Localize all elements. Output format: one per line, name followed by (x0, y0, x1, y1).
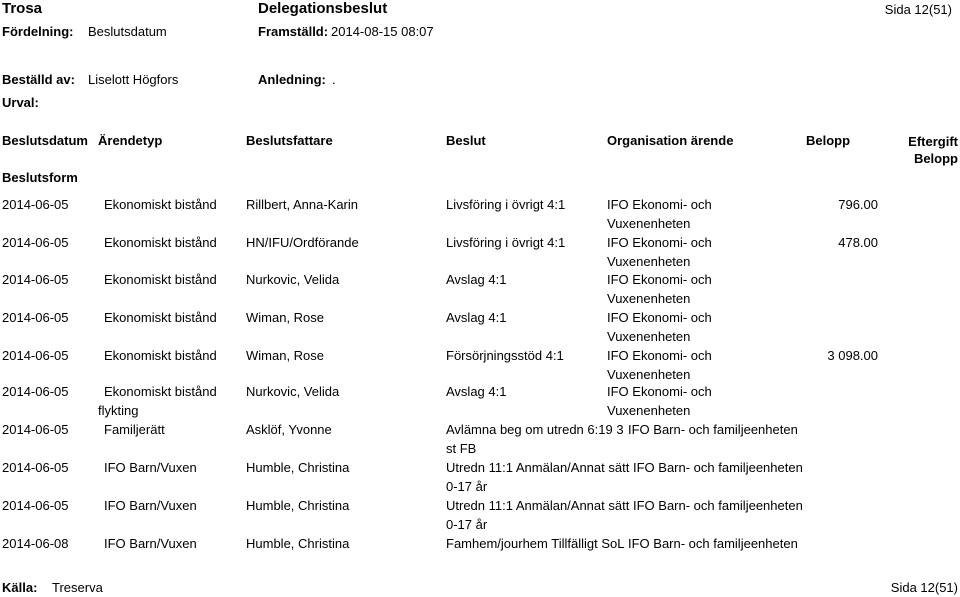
cell-maker: Rillbert, Anna-Karin (246, 197, 358, 212)
cell-amount: 3 098.00 (827, 348, 878, 363)
cell-maker: Nurkovic, Velida (246, 272, 340, 287)
page-number-top: Sida 12(51) (884, 2, 952, 17)
cell-org: IFO Barn- och familjeenheten (628, 536, 798, 551)
fordelning-label: Fördelning: (2, 24, 74, 39)
cell-type: Ekonomiskt bistånd (104, 272, 217, 287)
table-row (0, 195, 960, 233)
cell-decision: Avslag 4:1 (446, 272, 507, 287)
cell-org-line2: Vuxenenheten (607, 329, 691, 344)
report-title: Delegationsbeslut (258, 0, 388, 17)
bestallt-label: Beställd av: (2, 72, 75, 87)
cell-org-line2: Vuxenenheten (607, 254, 691, 269)
col-header-after (908, 133, 958, 167)
cell-decision-line2: 0-17 år (446, 517, 488, 532)
cell-maker: Asklöf, Yvonne (246, 422, 332, 437)
cell-org: IFO Ekonomi- och (607, 310, 712, 325)
cell-decision: Försörjningsstöd 4:1 (446, 348, 564, 363)
col-header-org: Organisation ärende (607, 133, 734, 148)
cell-decision: Avlämna beg om utredn 6:19 3 (446, 422, 624, 437)
cell-org-line2: Vuxenenheten (607, 403, 691, 418)
cell-org-line2: Vuxenenheten (607, 216, 691, 231)
cell-maker: Nurkovic, Velida (246, 384, 340, 399)
table-row (0, 346, 960, 384)
cell-type: Ekonomiskt bistånd (104, 310, 217, 325)
cell-date: 2014-06-05 (2, 310, 69, 325)
col-header-date: Beslutsdatum (2, 133, 88, 148)
table-row (0, 308, 960, 346)
cell-org-line2: Vuxenenheten (607, 291, 691, 306)
cell-org: IFO Ekonomi- och (607, 197, 712, 212)
cell-date: 2014-06-05 (2, 272, 69, 287)
framstalld-label: Framställd: (258, 24, 329, 39)
cell-date: 2014-06-05 (2, 235, 69, 250)
cell-decision: Utredn 11:1 Anmälan/Annat sätt (446, 460, 630, 475)
cell-type: IFO Barn/Vuxen (104, 498, 197, 513)
cell-type: Ekonomiskt bistånd (104, 197, 217, 212)
cell-org: IFO Ekonomi- och (607, 384, 712, 399)
table-row (0, 382, 960, 420)
cell-org: IFO Barn- och familjeenheten (633, 498, 803, 513)
col-header-after-line2: Belopp (913, 151, 958, 166)
cell-maker: Wiman, Rose (246, 310, 325, 325)
cell-type: IFO Barn/Vuxen (104, 460, 197, 475)
bestallt-value: Liselott Högfors (88, 72, 179, 87)
anledning-label: Anledning: (258, 72, 326, 87)
cell-decision: Avslag 4:1 (446, 384, 507, 399)
cell-date: 2014-06-05 (2, 460, 69, 475)
table-row (0, 420, 960, 458)
col-header-amount: Belopp (806, 133, 851, 148)
col-header-decision: Beslut (446, 133, 486, 148)
municipality-name: Trosa (2, 0, 43, 17)
cell-type-line2: flykting (98, 403, 139, 418)
table-row (0, 496, 960, 534)
cell-decision: Utredn 11:1 Anmälan/Annat sätt (446, 498, 630, 513)
cell-org: IFO Barn- och familjeenheten (628, 422, 798, 437)
kalla-value: Treserva (52, 580, 103, 595)
cell-type: Ekonomiskt bistånd (104, 384, 217, 399)
cell-date: 2014-06-05 (2, 422, 69, 437)
cell-date: 2014-06-08 (2, 536, 69, 551)
cell-amount: 796.00 (838, 197, 878, 212)
cell-decision: Livsföring i övrigt 4:1 (446, 197, 566, 212)
cell-decision-line2: 0-17 år (446, 479, 488, 494)
cell-maker: Humble, Christina (246, 460, 350, 475)
fordelning-value: Beslutsdatum (88, 24, 167, 39)
table-row (0, 233, 960, 271)
cell-amount: 478.00 (838, 235, 878, 250)
col-header-type: Ärendetyp (98, 133, 163, 148)
cell-type: IFO Barn/Vuxen (104, 536, 197, 551)
urval-label: Urval: (2, 95, 39, 110)
cell-decision-line2: st FB (446, 441, 477, 456)
cell-org: IFO Ekonomi- och (607, 348, 712, 363)
col-header-maker: Beslutsfattare (246, 133, 333, 148)
cell-type: Ekonomiskt bistånd (104, 235, 217, 250)
cell-decision: Famhem/jourhem Tillfälligt SoL (446, 536, 625, 551)
cell-maker: Humble, Christina (246, 498, 350, 513)
kalla-label: Källa: (2, 580, 38, 595)
cell-decision: Avslag 4:1 (446, 310, 507, 325)
cell-decision: Livsföring i övrigt 4:1 (446, 235, 566, 250)
col-header-after-line1: Eftergift (908, 134, 958, 149)
cell-type: Ekonomiskt bistånd (104, 348, 217, 363)
cell-maker: Humble, Christina (246, 536, 350, 551)
cell-org: IFO Ekonomi- och (607, 272, 712, 287)
table-row (0, 270, 960, 308)
anledning-value: . (332, 72, 336, 87)
cell-maker: Wiman, Rose (246, 348, 325, 363)
table-row (0, 458, 960, 496)
cell-maker: HN/IFU/Ordförande (246, 235, 359, 250)
cell-org: IFO Ekonomi- och (607, 235, 712, 250)
cell-date: 2014-06-05 (2, 348, 69, 363)
col-header-form: Beslutsform (2, 170, 78, 185)
cell-type: Familjerätt (104, 422, 165, 437)
table-row (0, 534, 960, 572)
page-number-bottom: Sida 12(51) (890, 580, 958, 595)
framstalld-value: 2014-08-15 08:07 (331, 24, 434, 39)
cell-org: IFO Barn- och familjeenheten (633, 460, 803, 475)
cell-date: 2014-06-05 (2, 384, 69, 399)
cell-date: 2014-06-05 (2, 197, 69, 212)
cell-org-line2: Vuxenenheten (607, 367, 691, 382)
cell-date: 2014-06-05 (2, 498, 69, 513)
